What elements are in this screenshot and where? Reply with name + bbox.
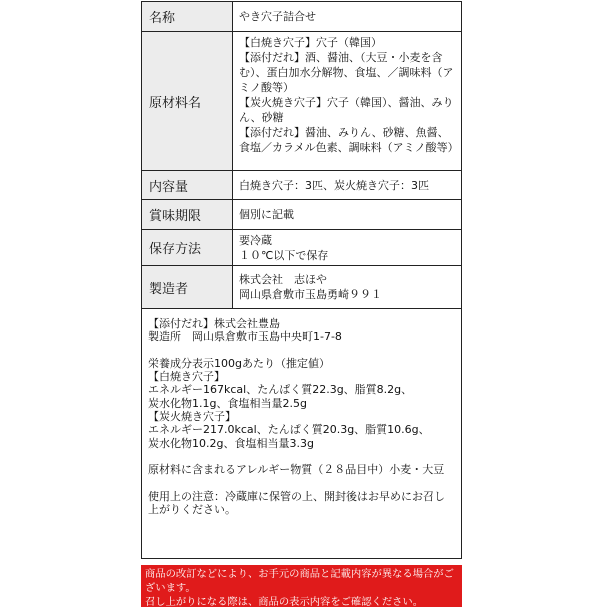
row-value: 個別に記載 <box>239 208 294 221</box>
row-key: 製造者 <box>142 266 233 308</box>
additional-info-text: 【添付だれ】株式会社豊島 製造所 岡山県倉敷市玉島中央町1-7-8 栄養成分表示100gあたり（推定値） 【白焼き穴子】 エネルギー167kcal、たんぱく質22.3g、脂質8.2g、 炭水化物1.1g、食塩相当量2.5g 【炭火焼き穴子】 エネルギー217.0kcal、たんぱく質20.3g、脂質10.6g、 炭水化物10.2g、食塩相当量3.3g 原材料に含まれるアレルギー物質（２８品目中）小麦・大豆 使用上の注意：冷蔵庫に保管の上、開封後はお早めにお召し上がりください。 <box>148 317 445 517</box>
table-row <box>142 32 461 171</box>
table-row <box>142 230 461 266</box>
table-row <box>142 2 461 32</box>
row-value: やき穴子詰合せ <box>239 10 316 23</box>
row-value: 【白焼き穴子】穴子（韓国） 【添付だれ】酒、醤油、（大豆・小麦を含む）、蛋白加水分解物、食塩、／調味料（アミノ酸等） 【炭火焼き穴子】穴子（韓国）、醤油、みりん、砂糖 【添付だれ】醤油、みりん、砂糖、魚醤、食塩／カラメル色素、調味料（アミノ酸等） <box>239 36 459 154</box>
table-row <box>142 200 461 230</box>
table-row <box>142 171 461 200</box>
row-value: 株式会社 志ほや 岡山県倉敷市玉島勇崎９９１ <box>239 273 382 301</box>
row-key: 原材料名 <box>142 32 233 170</box>
table-row <box>142 266 461 309</box>
notice-banner: 商品の改訂などにより、お手元の商品と記載内容が異なる場合がございます。 召し上がりになる際は、商品の表示内容をご確認ください。 <box>141 565 462 607</box>
row-key: 保存方法 <box>142 230 233 265</box>
row-key: 名称 <box>142 2 233 31</box>
row-key: 賞味期限 <box>142 200 233 229</box>
row-key: 内容量 <box>142 171 233 199</box>
row-value: 白焼き穴子：3匹、炭火焼き穴子：3匹 <box>239 178 429 192</box>
row-value: 要冷蔵 １０℃以下で保存 <box>239 233 329 262</box>
product-info-table <box>141 1 462 559</box>
